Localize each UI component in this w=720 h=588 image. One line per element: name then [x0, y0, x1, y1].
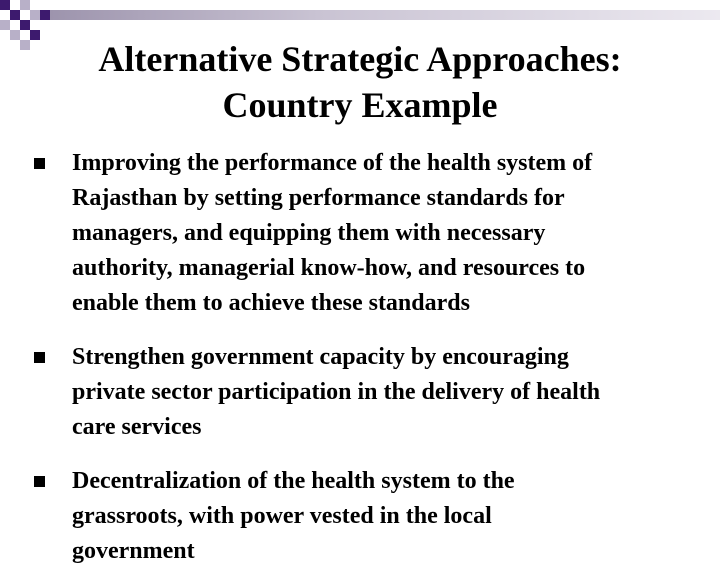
corner-square [20, 20, 30, 30]
header-bar [50, 10, 720, 20]
bullet-line: enable them to achieve these standards [72, 290, 470, 316]
corner-square [40, 10, 50, 20]
bullet-line: Decentralization of the health system to the [72, 468, 515, 494]
corner-square [0, 0, 10, 10]
bullet-line: grassroots, with power vested in the local [72, 503, 492, 529]
bullet-item [34, 146, 704, 321]
corner-square [20, 0, 30, 10]
bullet-line: care services [72, 414, 202, 440]
corner-square [0, 20, 10, 30]
bullet-line: Strengthen government capacity by encouraging [72, 344, 569, 370]
square-bullet-icon [34, 476, 45, 487]
bullet-line: Rajasthan by setting performance standards for [72, 185, 565, 211]
corner-square [30, 10, 40, 20]
bullet-item [34, 340, 704, 445]
bullet-line: Improving the performance of the health system of [72, 150, 593, 176]
slide-title-line: Country Example [222, 85, 498, 125]
corner-square [10, 10, 20, 20]
bullet-line: government [72, 538, 195, 564]
bullet-list [34, 146, 704, 588]
bullet-line: private sector participation in the delivery of health [72, 379, 601, 405]
square-bullet-icon [34, 352, 45, 363]
bullet-line: authority, managerial know-how, and resources to [72, 255, 586, 281]
bullet-line: managers, and equipping them with necessary [72, 220, 546, 246]
bullet-item [34, 464, 704, 569]
slide-title [0, 36, 720, 128]
slide-title-line: Alternative Strategic Approaches: [98, 39, 622, 79]
square-bullet-icon [34, 158, 45, 169]
